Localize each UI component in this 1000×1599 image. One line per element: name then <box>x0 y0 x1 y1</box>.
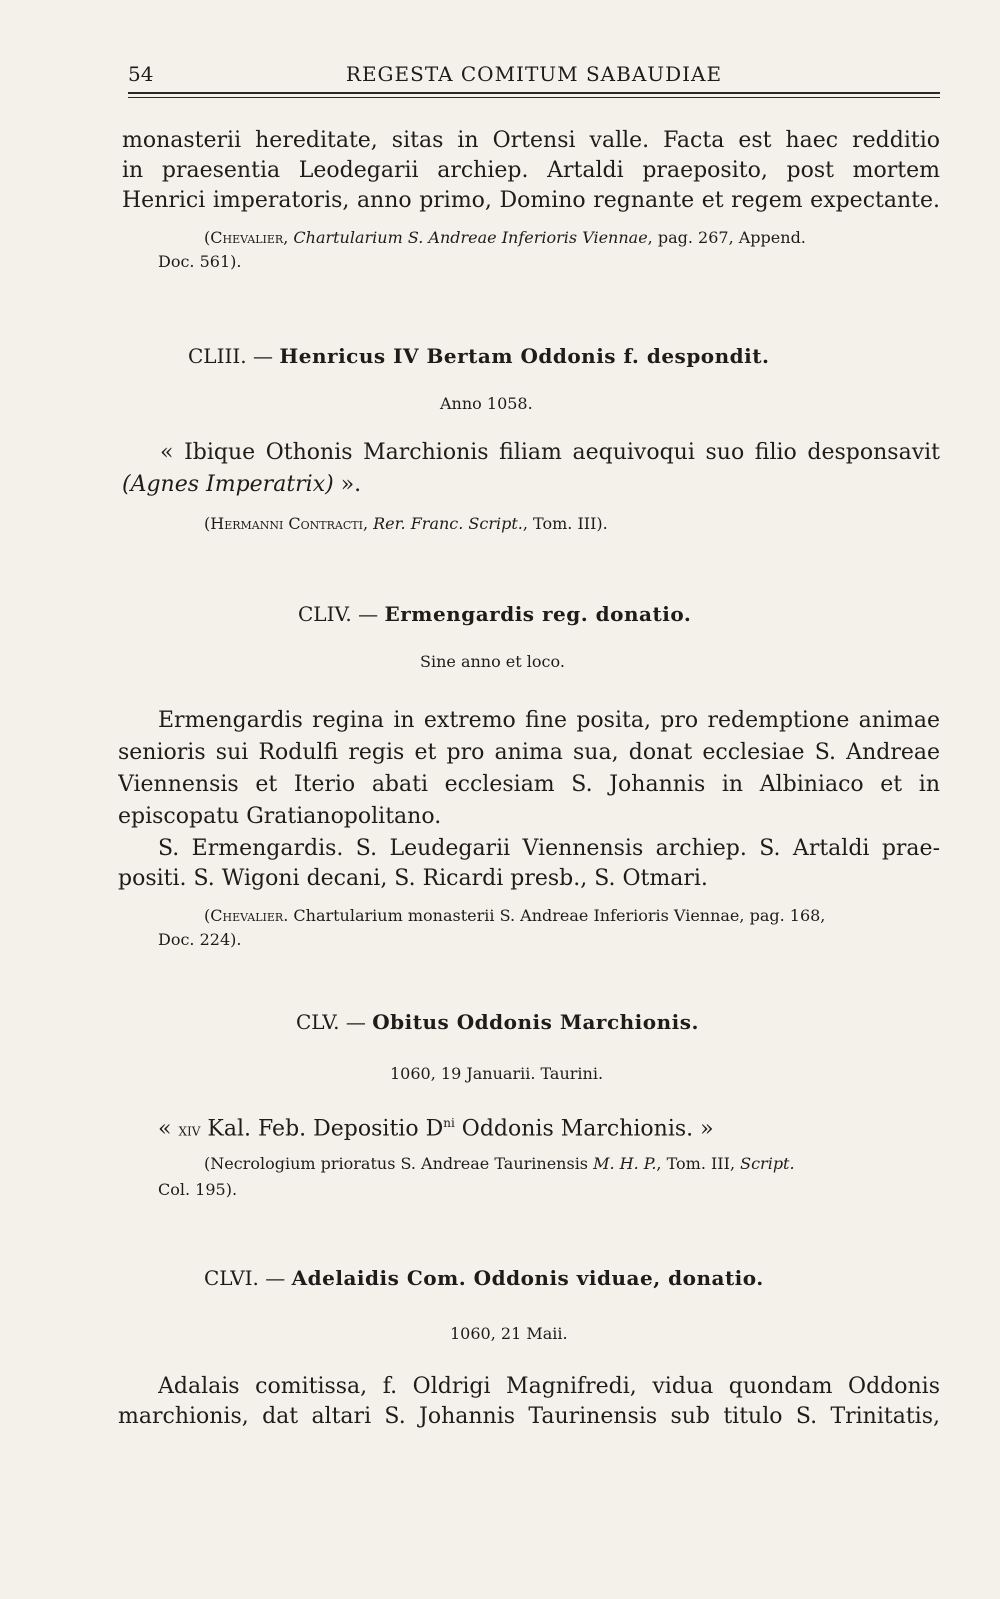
entry-number: CLV. <box>296 1010 340 1034</box>
source-work: Chartularium S. Andreae Inferioris Viennae <box>293 228 648 247</box>
entry-number: CLIII. <box>188 344 247 368</box>
intro-line-2: in praesentia Leodegarii archiep. Artaldi praeposito, post mortem <box>122 158 940 183</box>
entry-156-date: 1060, 21 Maii. <box>450 1324 568 1343</box>
entry-154-line-1: Ermengardis regina in extremo fine posita, pro redemptione animae <box>158 708 940 733</box>
running-header <box>128 62 940 88</box>
entry-154-source-line-1: (Chevalier. Chartularium monasterii S. Andreae Inferioris Viennae, pag. 168, <box>204 906 826 925</box>
entry-title: Ermengardis reg. donatio. <box>384 602 692 626</box>
running-title: REGESTA COMITUM SABAUDIAE <box>345 62 723 86</box>
entry-153-source: (Hermanni Contracti, Rer. Franc. Script., Tom. III). <box>204 514 608 533</box>
entry-title: Henricus IV Bertam Oddonis f. despondit. <box>279 344 770 368</box>
entry-153-date: Anno 1058. <box>440 394 533 413</box>
entry-title: Obitus Oddonis Marchionis. <box>372 1010 699 1034</box>
entry-155-date: 1060, 19 Januarii. Taurini. <box>390 1064 604 1083</box>
entry-155-source-line-1: (Necrologium prioratus S. Andreae Taurinensis M. H. P., Tom. III, Script. <box>204 1154 795 1173</box>
entry-154-heading: CLIV. — Ermengardis reg. donatio. <box>298 602 692 626</box>
entry-number: CLIV. <box>298 602 352 626</box>
entry-153-heading: CLIII. — Henricus IV Bertam Oddonis f. despondit. <box>188 344 770 368</box>
entry-153-quote-line-1: « Ibique Othonis Marchionis filiam aequivoqui suo filio desponsavit <box>160 440 940 465</box>
entry-153-quote-line-2: (Agnes Imperatrix) ». <box>122 472 362 497</box>
intro-line-1: monasterii hereditate, sitas in Ortensi valle. Facta est haec redditio <box>122 128 940 153</box>
entry-154-line-3: Viennensis et Iterio abati ecclesiam S. Johannis in Albiniaco et in <box>118 772 940 797</box>
entry-number: CLVI. <box>204 1266 259 1290</box>
intro-source-line-1: (Chevalier, Chartularium S. Andreae Inferioris Viennae, pag. 267, Append. <box>204 228 806 247</box>
entry-154-line-6: positi. S. Wigoni decani, S. Ricardi presb., S. Otmari. <box>118 866 708 891</box>
entry-154-date: Sine anno et loco. <box>420 652 565 671</box>
entry-155-heading: CLV. — Obitus Oddonis Marchionis. <box>296 1010 699 1034</box>
header-rule-top <box>128 92 940 94</box>
entry-154-line-2: senioris sui Rodulfi regis et pro anima sua, donat ecclesiae S. Andreae <box>118 740 940 765</box>
entry-155-source-line-2: Col. 195). <box>158 1180 238 1199</box>
entry-154-line-5: S. Ermengardis. S. Leudegarii Viennensis archiep. S. Artaldi prae- <box>158 836 940 861</box>
entry-155-quote: « xiv Kal. Feb. Depositio $D^{ni}$ Oddonis Marchionis. » <box>158 1116 714 1142</box>
entry-156-line-1: Adalais comitissa, f. Oldrigi Magnifredi, vidua quondam Oddonis <box>158 1374 940 1399</box>
entry-154-source-line-2: Doc. 224). <box>158 930 242 949</box>
intro-source-line-2: Doc. 561). <box>158 252 242 271</box>
header-rule-bottom <box>128 97 940 98</box>
source-author: Chevalier <box>210 228 284 247</box>
entry-156-line-2: marchionis, dat altari S. Johannis Taurinensis sub titulo S. Trinitatis, <box>118 1404 940 1429</box>
entry-156-heading: CLVI. — Adelaidis Com. Oddonis viduae, donatio. <box>204 1266 764 1290</box>
intro-line-3: Henrici imperatoris, anno primo, Domino regnante et regem expectante. <box>122 188 940 213</box>
entry-title: Adelaidis Com. Oddonis viduae, donatio. <box>291 1266 764 1290</box>
page-number: 54 <box>128 62 154 86</box>
entry-154-line-4: episcopatu Gratianopolitano. <box>118 804 442 829</box>
